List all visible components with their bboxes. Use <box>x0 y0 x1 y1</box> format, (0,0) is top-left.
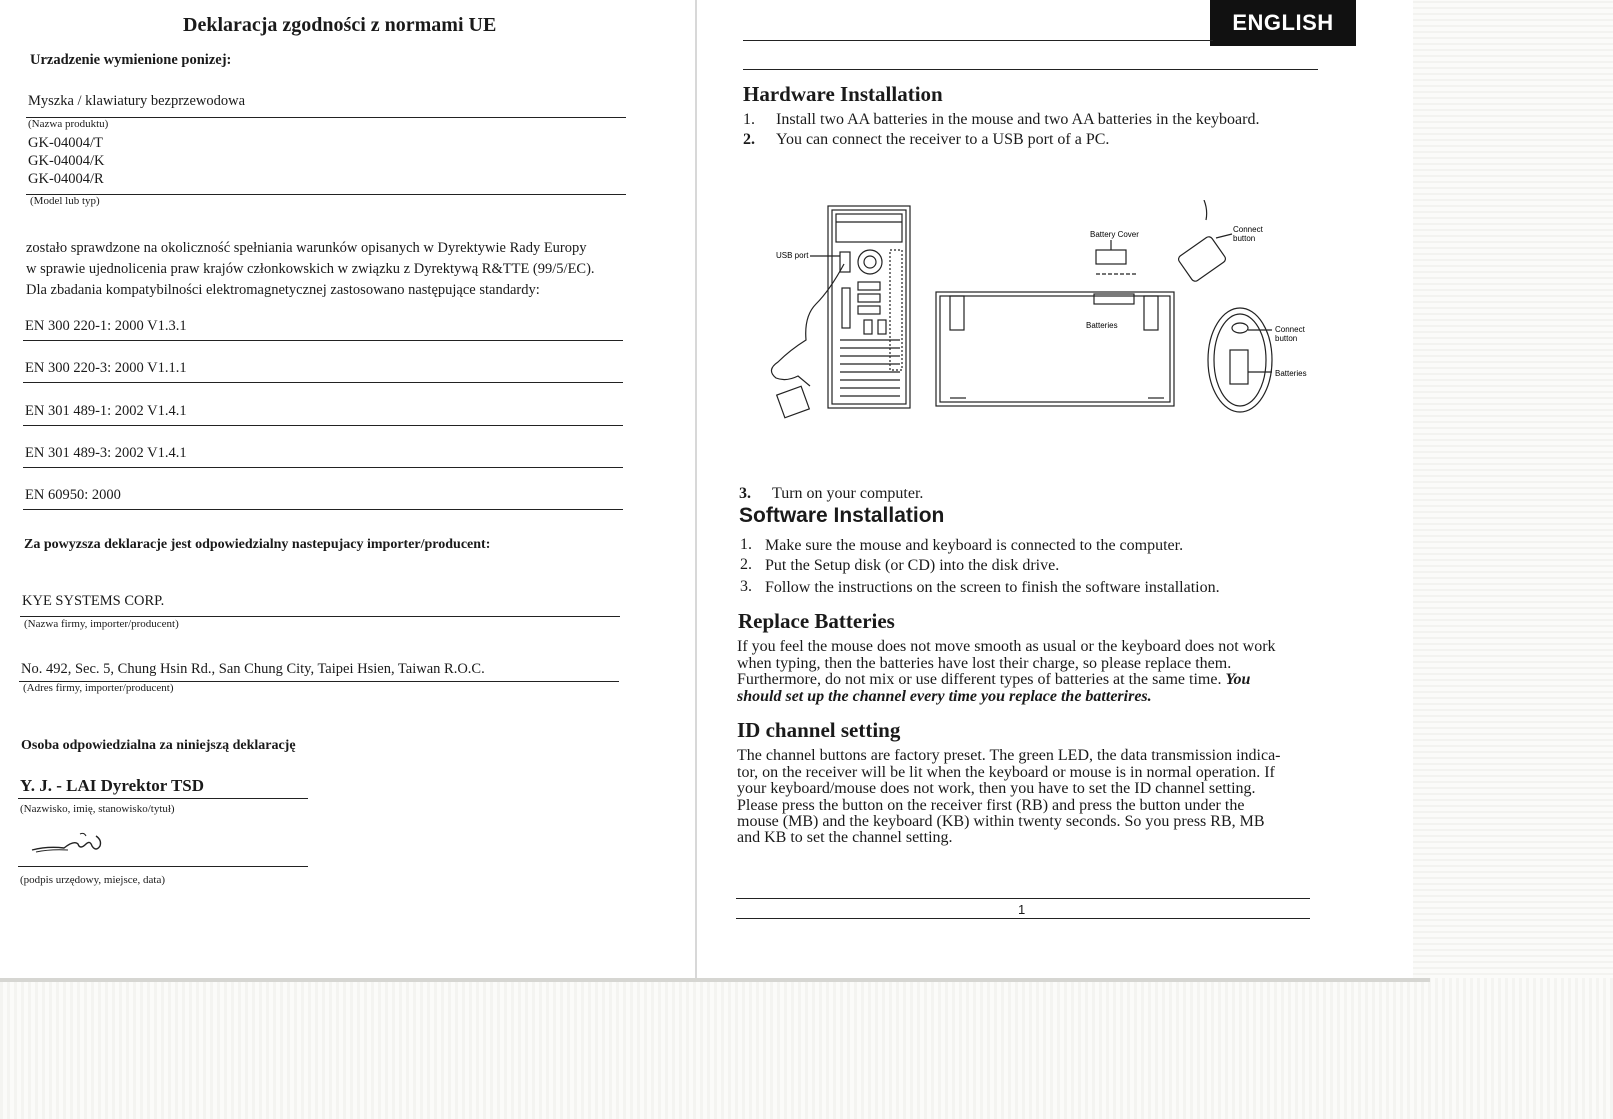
hardware-step-2-text: You can connect the receiver to a USB port of a PC. <box>776 131 1110 148</box>
device-intro: Urzadzenie wymienione ponizej: <box>30 52 232 68</box>
scan-margin <box>1413 0 1613 985</box>
model-caption: (Model lub typ) <box>30 195 100 207</box>
channel-line-6: and KB to set the channel setting. <box>737 829 953 846</box>
battery-cover-illustration <box>1096 240 1136 274</box>
header-rule-1 <box>743 40 1213 41</box>
header-rule-2 <box>743 69 1318 70</box>
model-1: GK-04004/T <box>28 135 103 151</box>
keyboard-illustration <box>936 292 1174 406</box>
battery-cover-label: Battery Cover <box>1090 230 1139 239</box>
company-line <box>20 616 620 617</box>
batteries-line-1: If you feel the mouse does not move smooth as usual or the keyboard does not work <box>737 638 1276 655</box>
product-name: Myszka / klawiatury bezprzewodowa <box>28 93 246 109</box>
standard-5: EN 60950: 2000 <box>25 487 121 503</box>
connect-button-label-top-2: button <box>1233 234 1256 243</box>
connect-button-label-mouse: Connect <box>1275 325 1305 334</box>
signature-image <box>30 828 110 860</box>
standard-5-line <box>23 509 623 510</box>
mouse-illustration <box>1208 308 1272 412</box>
page-number: 1 <box>1018 902 1026 917</box>
batteries-emphasis-2: should set up the channel every time you replace the batterires. <box>737 688 1152 705</box>
standard-3-line <box>23 425 623 426</box>
checked-line-2: w sprawie ujednolicenia praw krajów członkowskich w związku z Dyrektywą R&TTE (99/5/EC). <box>26 261 595 277</box>
channel-line-4: Please press the button on the receiver first (RB) and press the button under the <box>737 797 1245 814</box>
software-step-3-num: 3. <box>740 578 752 595</box>
pc-tower-illustration <box>771 206 910 418</box>
software-step-1-num: 1. <box>740 536 752 553</box>
hardware-step-1-text: Install two AA batteries in the mouse and two AA batteries in the keyboard. <box>776 111 1260 128</box>
batteries-emphasis-1: You <box>1225 671 1251 688</box>
model-line <box>26 194 626 195</box>
channel-heading: ID channel setting <box>737 718 901 742</box>
person-caption: (Nazwisko, imię, stanowisko/tytuł) <box>20 803 175 815</box>
channel-line-2: tor, on the receiver will be lit when the keyboard or mouse is in normal operation. If <box>737 764 1275 781</box>
standard-2: EN 300 220-3: 2000 V1.1.1 <box>25 360 187 376</box>
scan-shadow <box>0 978 1430 982</box>
footer-rule-1 <box>736 898 1310 899</box>
hardware-diagram <box>770 200 1350 440</box>
batteries-line-2: when typing, then the batteries have lost their charge, so please replace them. <box>737 655 1232 672</box>
usb-port-label: USB port <box>776 251 809 260</box>
software-step-1-text: Make sure the mouse and keyboard is connected to the computer. <box>765 537 1184 554</box>
channel-line-5: mouse (MB) and the keyboard (KB) within twenty seconds. So you press RB, MB <box>737 813 1265 830</box>
checked-line-3: Dla zbadania kompatybilności elektromagnetycznej zastosowano następujące standardy: <box>26 282 540 298</box>
software-heading: Software Installation <box>739 504 945 527</box>
standard-3: EN 301 489-1: 2002 V1.4.1 <box>25 403 187 419</box>
software-step-3-text: Follow the instructions on the screen to finish the software installation. <box>765 579 1220 596</box>
product-name-line <box>26 117 626 118</box>
standard-4-line <box>23 467 623 468</box>
hardware-step-1-num: 1. <box>743 111 755 128</box>
hardware-heading: Hardware Installation <box>743 82 943 106</box>
language-tab: ENGLISH <box>1210 0 1356 46</box>
software-step-2-text: Put the Setup disk (or CD) into the disk drive. <box>765 557 1060 574</box>
company-address: No. 492, Sec. 5, Chung Hsin Rd., San Chung City, Taipei Hsien, Taiwan R.O.C. <box>21 661 485 677</box>
model-2: GK-04004/K <box>28 153 105 169</box>
model-3: GK-04004/R <box>28 171 104 187</box>
company-caption: (Nazwa firmy, importer/producent) <box>24 618 179 630</box>
keyboard-batteries-label: Batteries <box>1086 321 1118 330</box>
mouse-batteries-label: Batteries <box>1275 369 1307 378</box>
standard-1-line <box>23 340 623 341</box>
software-step-2-num: 2. <box>740 556 752 573</box>
batteries-line-3 <box>737 671 1250 689</box>
batteries-line-3-text: Furthermore, do not mix or use different types of batteries at the same time. <box>737 671 1222 688</box>
channel-line-1: The channel buttons are factory preset. The green LED, the data transmission indica- <box>737 747 1281 764</box>
hardware-step-2-num: 2. <box>743 131 755 148</box>
hardware-step-3-num: 3. <box>739 485 751 502</box>
company-name: KYE SYSTEMS CORP. <box>22 593 165 609</box>
channel-line-3: your keyboard/mouse does not work, then you have to set the ID channel setting. <box>737 780 1256 797</box>
standard-4: EN 301 489-3: 2002 V1.4.1 <box>25 445 187 461</box>
receiver-illustration <box>1177 200 1232 283</box>
signature-line <box>18 866 308 867</box>
scan-bottom-edge <box>0 978 1613 1119</box>
signature-caption: (podpis urzędowy, miejsce, data) <box>20 874 165 886</box>
responsible-person: Y. J. - LAI Dyrektor TSD <box>20 776 205 795</box>
checked-line-1: zostało sprawdzone na okoliczność spełniania warunków opisanych w Dyrektywie Rady Europy <box>26 240 587 256</box>
person-heading: Osoba odpowiedzialna za niniejszą deklarację <box>21 738 296 753</box>
product-name-caption: (Nazwa produktu) <box>28 118 109 130</box>
standard-2-line <box>23 382 623 383</box>
declaration-title: Deklaracja zgodności z normami UE <box>183 14 497 36</box>
responsible-heading: Za powyzsza deklaracje jest odpowiedzialny nastepujacy importer/producent: <box>24 537 491 552</box>
connect-button-label-mouse-2: button <box>1275 334 1298 343</box>
batteries-heading: Replace Batteries <box>738 609 895 633</box>
address-caption: (Adres firmy, importer/producent) <box>23 682 174 694</box>
footer-rule-2 <box>736 918 1310 919</box>
standard-1: EN 300 220-1: 2000 V1.3.1 <box>25 318 187 334</box>
person-line <box>18 798 308 799</box>
connect-button-label-top: Connect <box>1233 225 1263 234</box>
hardware-step-3-text: Turn on your computer. <box>772 485 924 502</box>
